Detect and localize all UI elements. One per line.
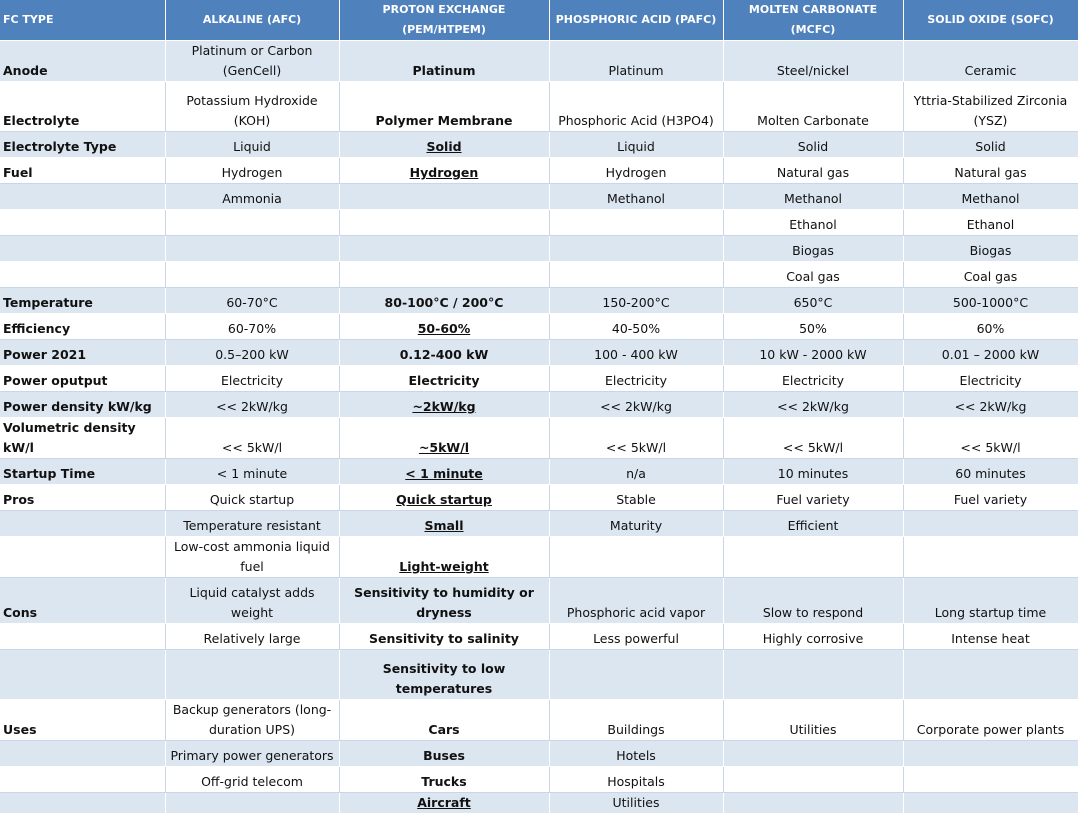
table-cell bbox=[723, 537, 903, 578]
table-cell: Coal gas bbox=[903, 262, 1078, 288]
table-cell: Aircraft bbox=[339, 793, 549, 814]
table-cell: << 5kW/l bbox=[549, 418, 723, 459]
table-cell: 60 minutes bbox=[903, 459, 1078, 485]
table-cell: Phosphoric Acid (H3PO4) bbox=[549, 82, 723, 132]
table-cell: Utilities bbox=[723, 700, 903, 741]
row-label bbox=[0, 262, 165, 288]
row-label bbox=[0, 236, 165, 262]
table-cell: Stable bbox=[549, 485, 723, 511]
table-row bbox=[0, 511, 1078, 537]
table-cell: Light-weight bbox=[339, 537, 549, 578]
table-cell bbox=[723, 793, 903, 814]
table-cell: Liquid bbox=[549, 132, 723, 158]
table-cell: Off-grid telecom bbox=[165, 767, 339, 793]
header-column: PROTON EXCHANGE (PEM/HTPEM) bbox=[339, 0, 549, 41]
table-cell: << 2kW/kg bbox=[549, 392, 723, 418]
table-row bbox=[0, 418, 1078, 459]
table-cell: Small bbox=[339, 511, 549, 537]
table-row bbox=[0, 314, 1078, 340]
row-label bbox=[0, 741, 165, 767]
row-label: Electrolyte Type bbox=[0, 132, 165, 158]
table-cell bbox=[549, 210, 723, 236]
row-label bbox=[0, 511, 165, 537]
row-label: Efficiency bbox=[0, 314, 165, 340]
row-label: Electrolyte bbox=[0, 82, 165, 132]
table-cell bbox=[549, 537, 723, 578]
row-label bbox=[0, 624, 165, 650]
table-cell: Quick startup bbox=[165, 485, 339, 511]
table-cell: Long startup time bbox=[903, 578, 1078, 624]
table-cell: Relatively large bbox=[165, 624, 339, 650]
table-cell: Ethanol bbox=[903, 210, 1078, 236]
table-cell: Cars bbox=[339, 700, 549, 741]
table-cell: 60-70°C bbox=[165, 288, 339, 314]
table-cell: Fuel variety bbox=[723, 485, 903, 511]
table-cell bbox=[339, 210, 549, 236]
header-column: SOLID OXIDE (SOFC) bbox=[903, 0, 1078, 41]
table-cell bbox=[903, 793, 1078, 814]
table-cell: Methanol bbox=[903, 184, 1078, 210]
table-cell: Ceramic bbox=[903, 41, 1078, 82]
table-cell: Phosphoric acid vapor bbox=[549, 578, 723, 624]
row-label bbox=[0, 537, 165, 578]
table-cell: Natural gas bbox=[903, 158, 1078, 184]
table-row bbox=[0, 158, 1078, 184]
table-cell: Slow to respond bbox=[723, 578, 903, 624]
row-label: Pros bbox=[0, 485, 165, 511]
table-cell: Fuel variety bbox=[903, 485, 1078, 511]
table-cell bbox=[165, 236, 339, 262]
table-cell: Molten Carbonate bbox=[723, 82, 903, 132]
table-cell bbox=[165, 262, 339, 288]
table-cell: Temperature resistant bbox=[165, 511, 339, 537]
row-label bbox=[0, 767, 165, 793]
table-cell: Steel/nickel bbox=[723, 41, 903, 82]
header-column: ALKALINE (AFC) bbox=[165, 0, 339, 41]
table-cell: Ethanol bbox=[723, 210, 903, 236]
table-row bbox=[0, 366, 1078, 392]
table-row bbox=[0, 485, 1078, 511]
table-cell: Biogas bbox=[903, 236, 1078, 262]
table-row bbox=[0, 340, 1078, 366]
table-row bbox=[0, 578, 1078, 624]
table-cell bbox=[723, 741, 903, 767]
table-cell: Solid bbox=[903, 132, 1078, 158]
header-fc-type: FC TYPE bbox=[0, 0, 165, 41]
table-cell: 500-1000°C bbox=[903, 288, 1078, 314]
table-cell: 0.12-400 kW bbox=[339, 340, 549, 366]
table-cell: 100 - 400 kW bbox=[549, 340, 723, 366]
table-cell bbox=[903, 767, 1078, 793]
row-label: Anode bbox=[0, 41, 165, 82]
table-cell: Potassium Hydroxide (KOH) bbox=[165, 82, 339, 132]
table-cell: Buses bbox=[339, 741, 549, 767]
table-cell: ~2kW/kg bbox=[339, 392, 549, 418]
table-cell bbox=[165, 793, 339, 814]
table-cell bbox=[549, 262, 723, 288]
table-cell: Electricity bbox=[339, 366, 549, 392]
table-cell bbox=[339, 236, 549, 262]
table-cell bbox=[339, 262, 549, 288]
row-label bbox=[0, 650, 165, 700]
table-row bbox=[0, 459, 1078, 485]
row-label: Temperature bbox=[0, 288, 165, 314]
table-cell: 60-70% bbox=[165, 314, 339, 340]
table-cell: Liquid bbox=[165, 132, 339, 158]
row-label: Uses bbox=[0, 700, 165, 741]
table-cell: Liquid catalyst adds weight bbox=[165, 578, 339, 624]
table-cell: Trucks bbox=[339, 767, 549, 793]
table-cell: 0.01 – 2000 kW bbox=[903, 340, 1078, 366]
table-cell bbox=[903, 511, 1078, 537]
table-cell: 10 minutes bbox=[723, 459, 903, 485]
row-label bbox=[0, 210, 165, 236]
table-row bbox=[0, 624, 1078, 650]
table-row bbox=[0, 236, 1078, 262]
header-column: MOLTEN CARBONATE (MCFC) bbox=[723, 0, 903, 41]
table-cell: 0.5–200 kW bbox=[165, 340, 339, 366]
table-cell: 10 kW - 2000 kW bbox=[723, 340, 903, 366]
table-row bbox=[0, 262, 1078, 288]
table-cell: Platinum bbox=[549, 41, 723, 82]
table-cell: Quick startup bbox=[339, 485, 549, 511]
table-cell: ~5kW/l bbox=[339, 418, 549, 459]
table-cell: Low-cost ammonia liquid fuel bbox=[165, 537, 339, 578]
row-label: Cons bbox=[0, 578, 165, 624]
table-cell bbox=[339, 184, 549, 210]
table-cell: Efficient bbox=[723, 511, 903, 537]
table-cell: << 2kW/kg bbox=[723, 392, 903, 418]
table-cell: Buildings bbox=[549, 700, 723, 741]
table-cell: Biogas bbox=[723, 236, 903, 262]
table-cell: Yttria-Stabilized Zirconia (YSZ) bbox=[903, 82, 1078, 132]
table-cell: Hospitals bbox=[549, 767, 723, 793]
table-cell: 60% bbox=[903, 314, 1078, 340]
table-cell: Polymer Membrane bbox=[339, 82, 549, 132]
table-row bbox=[0, 793, 1078, 814]
header-row bbox=[0, 0, 1078, 41]
table-row bbox=[0, 184, 1078, 210]
table-cell: Highly corrosive bbox=[723, 624, 903, 650]
table-cell bbox=[903, 537, 1078, 578]
table-row bbox=[0, 82, 1078, 132]
table-row bbox=[0, 537, 1078, 578]
table-row bbox=[0, 132, 1078, 158]
table-cell: Primary power generators bbox=[165, 741, 339, 767]
table-cell: Hydrogen bbox=[339, 158, 549, 184]
table-cell bbox=[903, 650, 1078, 700]
table-cell: 80-100°C / 200°C bbox=[339, 288, 549, 314]
table-cell bbox=[723, 650, 903, 700]
table-cell: 50% bbox=[723, 314, 903, 340]
table-cell: Hydrogen bbox=[165, 158, 339, 184]
table-cell: Sensitivity to humidity or dryness bbox=[339, 578, 549, 624]
table-cell bbox=[723, 767, 903, 793]
table-cell: << 5kW/l bbox=[903, 418, 1078, 459]
table-cell: Solid bbox=[723, 132, 903, 158]
table-cell: Sensitivity to salinity bbox=[339, 624, 549, 650]
table-cell: Electricity bbox=[723, 366, 903, 392]
table-cell bbox=[549, 236, 723, 262]
table-cell: Platinum bbox=[339, 41, 549, 82]
table-row bbox=[0, 767, 1078, 793]
table-cell bbox=[549, 650, 723, 700]
table-cell: Electricity bbox=[165, 366, 339, 392]
table-cell: Electricity bbox=[549, 366, 723, 392]
table-cell bbox=[165, 210, 339, 236]
table-cell: Methanol bbox=[723, 184, 903, 210]
table-row bbox=[0, 650, 1078, 700]
table-cell: < 1 minute bbox=[165, 459, 339, 485]
row-label bbox=[0, 793, 165, 814]
table-row bbox=[0, 288, 1078, 314]
table-cell: Ammonia bbox=[165, 184, 339, 210]
table-cell: Utilities bbox=[549, 793, 723, 814]
table-row bbox=[0, 41, 1078, 82]
table-cell: Sensitivity to low temperatures bbox=[339, 650, 549, 700]
table-cell: << 2kW/kg bbox=[165, 392, 339, 418]
table-cell: Intense heat bbox=[903, 624, 1078, 650]
table-cell: << 5kW/l bbox=[165, 418, 339, 459]
table-cell: Corporate power plants bbox=[903, 700, 1078, 741]
table-row bbox=[0, 741, 1078, 767]
row-label: Power oputput bbox=[0, 366, 165, 392]
table-cell: Hydrogen bbox=[549, 158, 723, 184]
table-row bbox=[0, 700, 1078, 741]
table-cell: Solid bbox=[339, 132, 549, 158]
row-label: Power 2021 bbox=[0, 340, 165, 366]
table-cell: 150-200°C bbox=[549, 288, 723, 314]
table-row bbox=[0, 392, 1078, 418]
row-label: Startup Time bbox=[0, 459, 165, 485]
table-cell bbox=[165, 650, 339, 700]
header-column: PHOSPHORIC ACID (PAFC) bbox=[549, 0, 723, 41]
table-cell: Hotels bbox=[549, 741, 723, 767]
row-label: Volumetric density kW/l bbox=[0, 418, 165, 459]
table-cell: Methanol bbox=[549, 184, 723, 210]
row-label bbox=[0, 184, 165, 210]
table-cell: Electricity bbox=[903, 366, 1078, 392]
table-cell: 650°C bbox=[723, 288, 903, 314]
table-cell bbox=[903, 741, 1078, 767]
table-cell: n/a bbox=[549, 459, 723, 485]
table-cell: Maturity bbox=[549, 511, 723, 537]
table-cell: << 2kW/kg bbox=[903, 392, 1078, 418]
table-cell: 50-60% bbox=[339, 314, 549, 340]
row-label: Fuel bbox=[0, 158, 165, 184]
table-cell: 40-50% bbox=[549, 314, 723, 340]
table-cell: Backup generators (long-duration UPS) bbox=[165, 700, 339, 741]
table-cell: < 1 minute bbox=[339, 459, 549, 485]
row-label: Power density kW/kg bbox=[0, 392, 165, 418]
table-cell: Platinum or Carbon (GenCell) bbox=[165, 41, 339, 82]
table-cell: << 5kW/l bbox=[723, 418, 903, 459]
table-row bbox=[0, 210, 1078, 236]
table-cell: Less powerful bbox=[549, 624, 723, 650]
table-cell: Coal gas bbox=[723, 262, 903, 288]
table-cell: Natural gas bbox=[723, 158, 903, 184]
